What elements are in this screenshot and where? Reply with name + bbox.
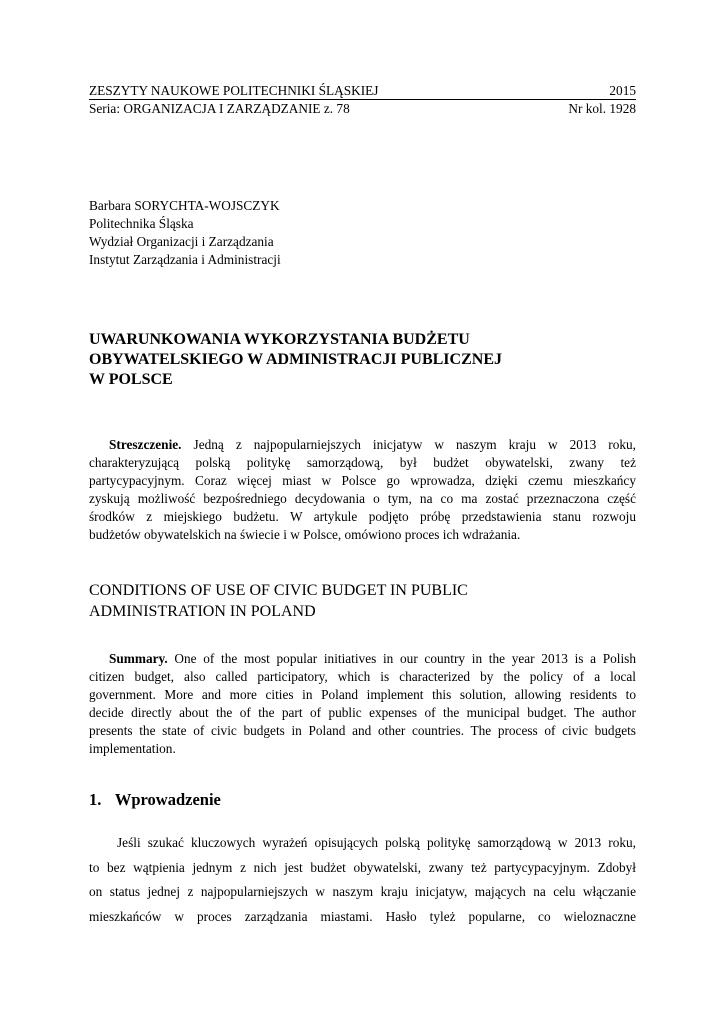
abstract-en-line-1 bbox=[89, 650, 636, 668]
author-faculty: Wydział Organizacji i Zarządzania bbox=[89, 234, 274, 249]
abstract-en-line-2: citizen budget, also called participatory, which is characterized by the policy of a local bbox=[89, 668, 636, 684]
abstract-pl bbox=[89, 436, 636, 543]
section-title: Wprowadzenie bbox=[114, 790, 221, 809]
abstract-pl-line-4: zyskują możliwość bezpośredniego decydowania o tym, na co ma zostać przeznaczona część bbox=[89, 490, 636, 506]
abstract-en-label: Summary. bbox=[109, 651, 168, 666]
abstract-pl-line-5: środków z miejskiego budżetu. W artykule podjęto próbę przedstawienia stanu rozwoju bbox=[89, 508, 636, 524]
author-block bbox=[89, 197, 281, 269]
running-header bbox=[89, 82, 636, 117]
section-heading bbox=[89, 789, 221, 811]
header-row-series bbox=[89, 100, 636, 117]
body-line-3: on status jednej z najpopularniejszych w naszym kraju inicjatyw, mających na celu włączanie bbox=[89, 884, 636, 900]
title-pl-line-3: W POLSCE bbox=[89, 371, 173, 388]
abstract-pl-label: Streszczenie. bbox=[109, 437, 182, 452]
author-university: Politechnika Śląska bbox=[89, 216, 194, 231]
section-body bbox=[89, 831, 636, 929]
abstract-en-line-6: implementation. bbox=[89, 740, 176, 756]
abstract-en bbox=[89, 650, 636, 757]
body-line-4: mieszkańców w proces zarządzania miastami. Hasło tyleż popularne, co wieloznaczne bbox=[89, 908, 636, 924]
abstract-en-text-1: One of the most popular initiatives in our country in the year 2013 is a Polish bbox=[167, 651, 636, 666]
abstract-en-line-4: decide directly about the of the part of public expenses of the municipal budget. The author bbox=[89, 704, 636, 720]
body-line-2: to bez wątpienia jednym z nich jest budżet obywatelski, zwany też partycypacyjnym. Zdobył bbox=[89, 859, 636, 875]
abstract-pl-line-2: charakteryzującą polską politykę samorządową, był budżet obywatelski, zwany też bbox=[89, 454, 636, 470]
series-name: Seria: ORGANIZACJA I ZARZĄDZANIE z. 78 bbox=[89, 101, 350, 116]
section-number: 1. bbox=[89, 790, 102, 809]
author-institute: Instytut Zarządzania i Administracji bbox=[89, 252, 281, 267]
body-line-1: Jeśli szukać kluczowych wyrażeń opisujących polską politykę samorządową w 2013 roku, bbox=[117, 835, 636, 850]
abstract-pl-line-3: partycypacyjnym. Coraz więcej miast w Polsce go wprowadza, dzięki czemu mieszkańcy bbox=[89, 472, 636, 488]
title-pl-line-1: UWARUNKOWANIA WYKORZYSTANIA BUDŻETU bbox=[89, 331, 470, 348]
paper-title-pl bbox=[89, 330, 636, 390]
journal-name: ZESZYTY NAUKOWE POLITECHNIKI ŚLĄSKIEJ bbox=[89, 83, 379, 98]
author-name: Barbara SORYCHTA-WOJSCZYK bbox=[89, 198, 280, 213]
document-page bbox=[89, 0, 636, 1024]
title-en-line-1: CONDITIONS OF USE OF CIVIC BUDGET IN PUBLIC bbox=[89, 582, 468, 599]
title-en-line-2: ADMINISTRATION IN POLAND bbox=[89, 603, 316, 620]
abstract-en-line-3: government. More and more cities in Poland implement this solution, allowing residents to bbox=[89, 686, 636, 702]
abstract-en-line-5: presents the state of civic budgets in Poland and other countries. The process of civic budgets bbox=[89, 722, 636, 738]
abstract-pl-line-6: budżetów obywatelskich na świecie i w Polsce, omówiono proces ich wdrażania. bbox=[89, 526, 521, 542]
abstract-pl-line-1 bbox=[89, 436, 636, 454]
issue-number: Nr kol. 1928 bbox=[568, 101, 636, 116]
header-row-journal bbox=[89, 82, 636, 100]
paper-title-en bbox=[89, 580, 636, 622]
journal-year: 2015 bbox=[609, 83, 636, 98]
abstract-pl-text-1: Jedną z najpopularniejszych inicjatyw w naszym kraju w 2013 roku, bbox=[181, 437, 636, 452]
title-pl-line-2: OBYWATELSKIEGO W ADMINISTRACJI PUBLICZNEJ bbox=[89, 351, 502, 368]
